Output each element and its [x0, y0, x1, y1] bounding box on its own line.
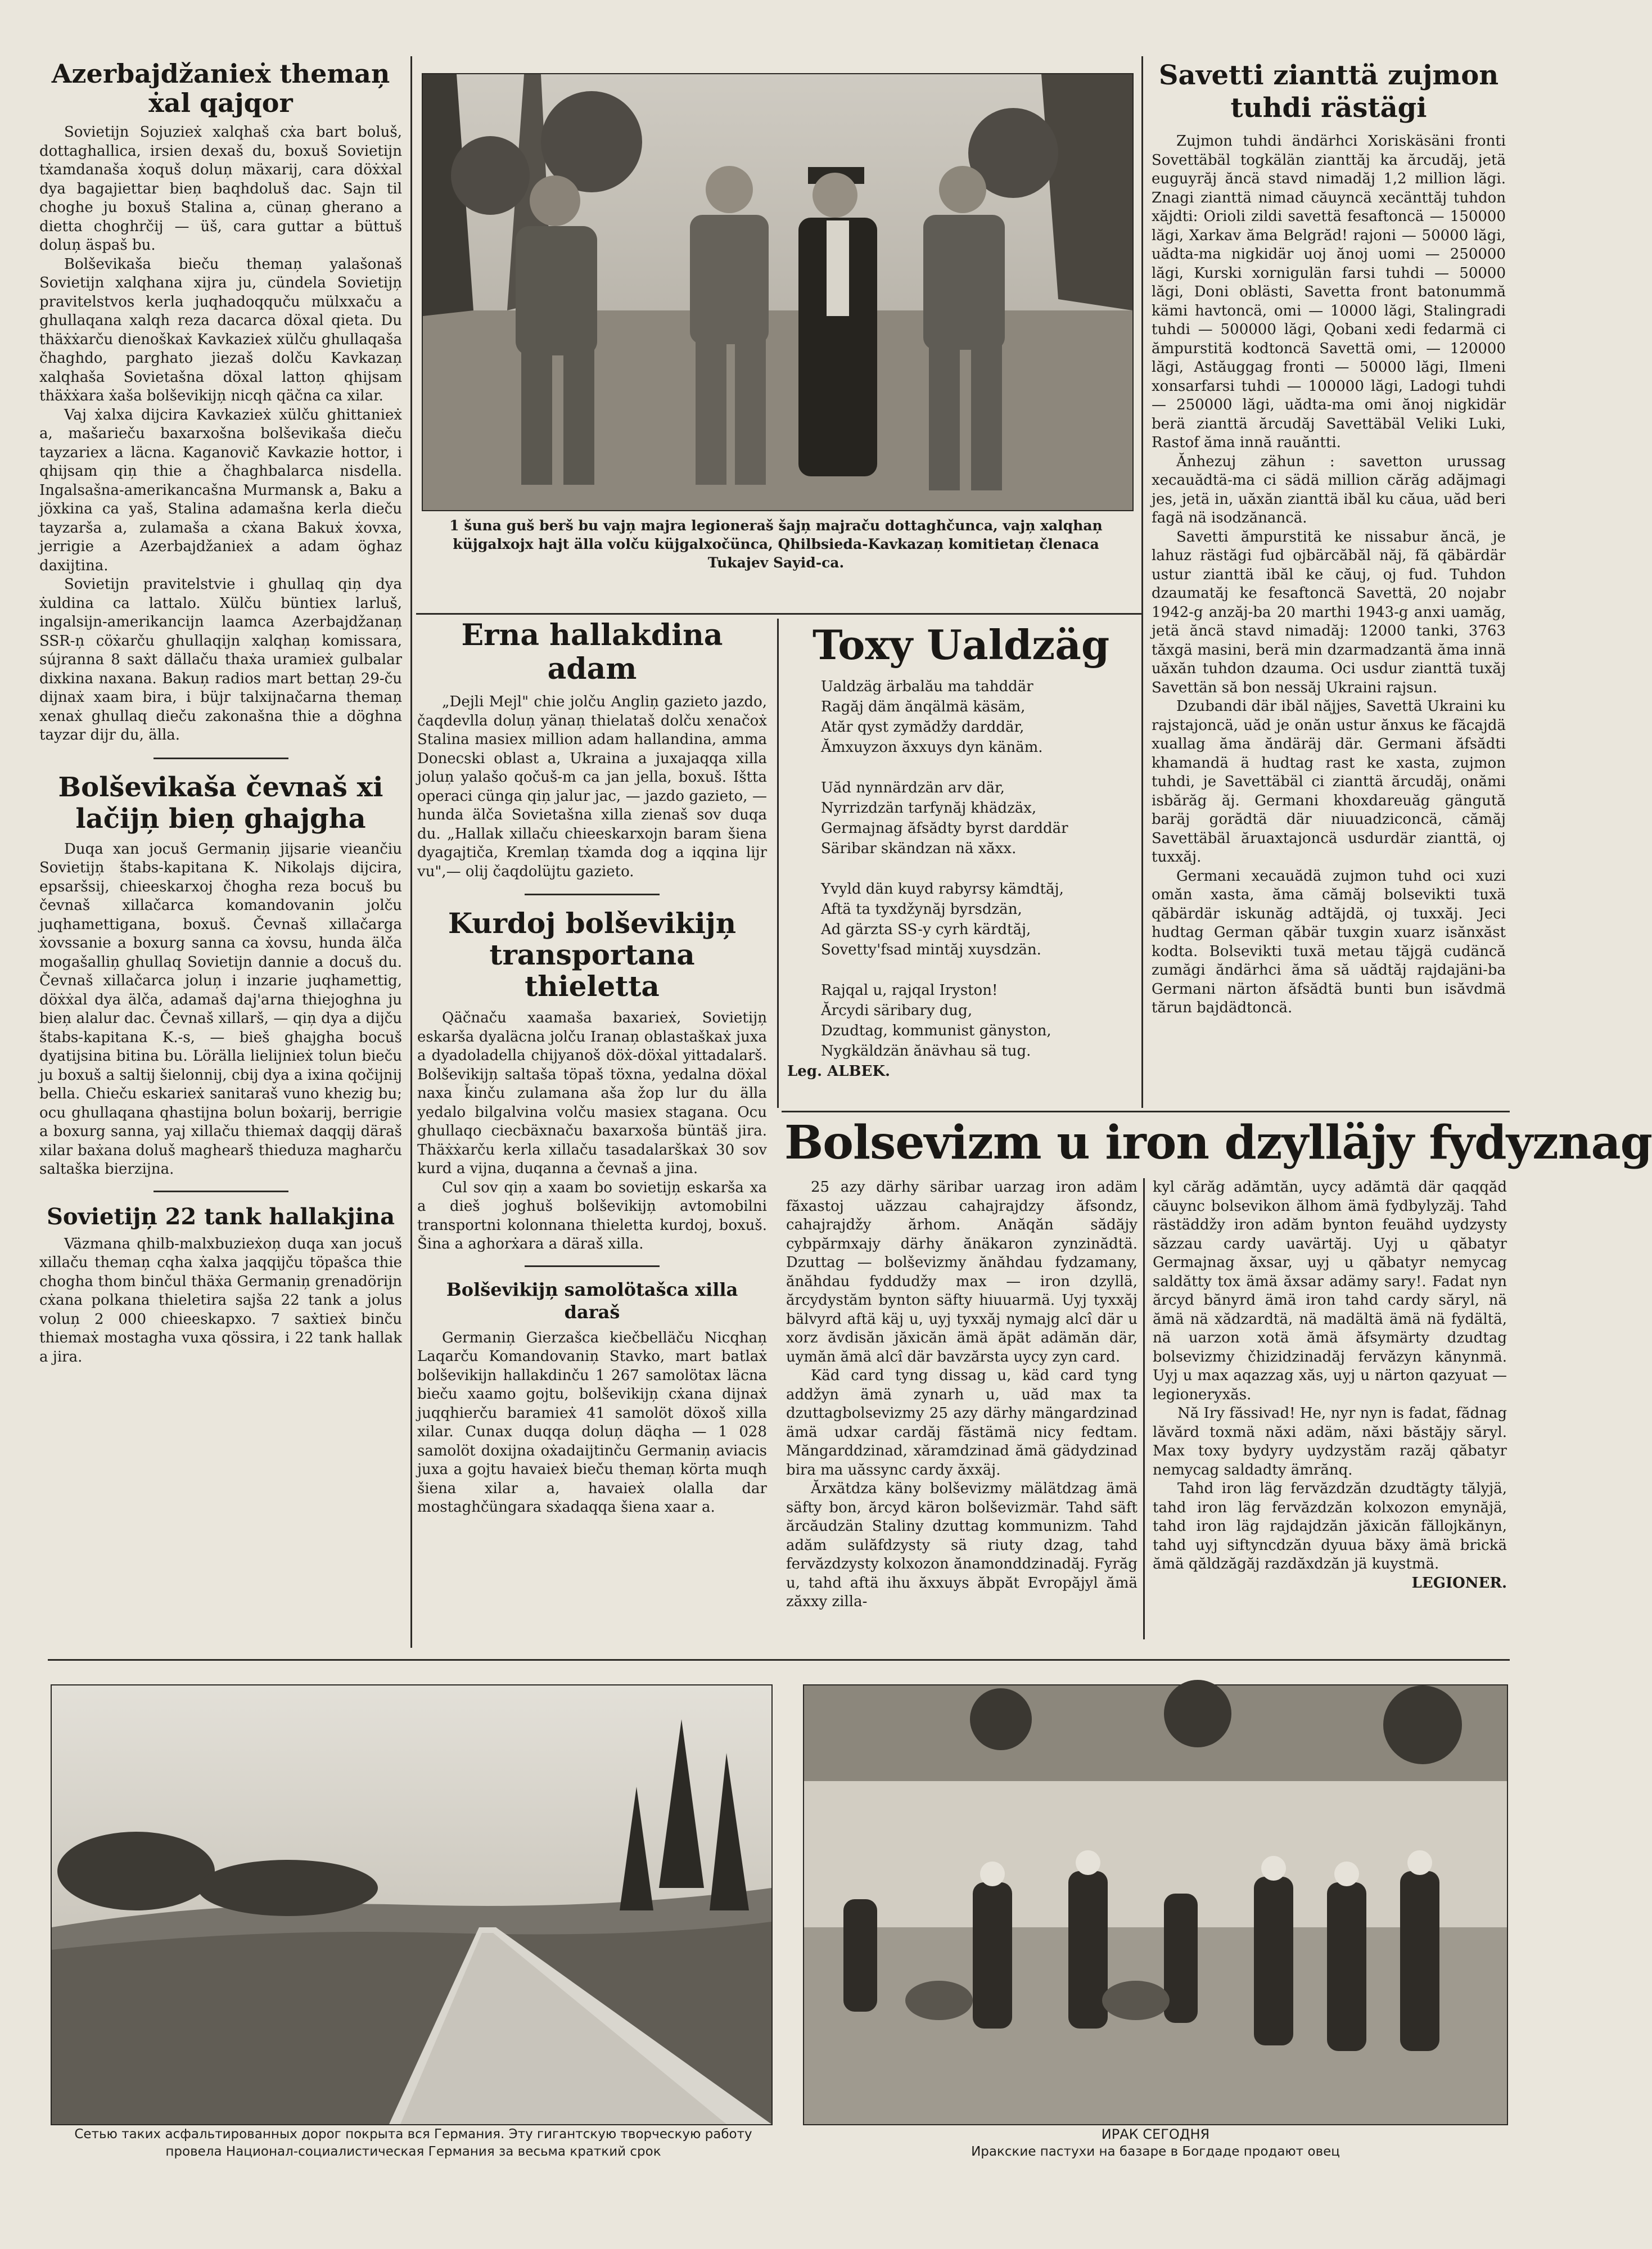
- poem-line: Sovetty'fsad mintăj xuysdzän.: [821, 941, 1041, 958]
- article-body-22-tanks: Väzmana qhilb-malxbuzieẋon̦ duqa xan jocuš xillaču theman̦ cqha ẋalxa jaqqijču töpašca thie chogha thom binčul thäẋa Germanin̦ grenadörijn cẋana polkana thieletira sajša 22 tank a jolus volun̦ 2 000 chieeskapxo. 7 saẋtieẋ binču thiemaẋ mostagha vuxa qössira, i 22 tank hallak a jira.: [39, 1235, 402, 1365]
- poem-line: Ămxuyzon ăxxuys dyn känäm.: [821, 739, 1043, 756]
- bolshevism-article-left: [786, 1178, 1138, 1612]
- article-paragraph: kyl cărăg adămtăn, uycy adămtä där qaqqăd căuync bolsevikon ălhom ämä fydbylyzăj. Tahd rästäddžy iron adăm bynton feuähd uydzysty săzzau cardy uavärtăj. Uyj u qăbatyr Germajnag ăxsar, uyj u qăbatyr nemycag saldătty tox ämä ăxsar adämy sary!. Fadat nyn ărcyd bănyrd ämä iron tahd cardy săryl, nä ămä nä xădzardtä, nä madältä ämä nä fydältä, nä uarzon xotä ămä ăfsymärty dzudtag bolsevizmy čhizidzinadăj fervăzyn kănynmä. Uyj u max aqazzag xăs, uyj u närton qazyuat — legioneryxăs.: [1153, 1179, 1507, 1403]
- article-title-people-killed: Erna hallakdina adam: [461, 618, 723, 686]
- poem-line: Nygkäldzän ănävhau sä tug.: [821, 1043, 1031, 1060]
- section-rule: [782, 1111, 1510, 1112]
- article-paragraph: Käd card tyng dissag u, käd card tyng addžyn ämä zynarh u, uăd max ta dzuttagbolsevizmy 25 azy därhy mängardzinad ämä udxar cardăj făstämä nicy fedtam. Măngarddzinad, xăramdzinad ămä gädydzinad bira ma uăssync cardy ăxxäj.: [786, 1367, 1138, 1479]
- article-title-bolshevism: Bolsevizm u iron dzylläjy fydyznag: [784, 1116, 1652, 1170]
- article-body-azerbaijan: Sovietijn Sojuzieẋ xalqhaš cẋa bart boluš, dottaghallica, irsien dexaš du, boxuš Sovietijn tẋamdanaša ẋoquš dolun̦ mäxarij, cara döẋẋal dya bagajiettar bien̦ baqhdoluš dac. Sajn til choghe ju boxuš Stalina a, cünan̦ gherano a dietta choghrčij — üš, cara guttar a büttuš dolun̦ äspaš bu.: [39, 124, 402, 254]
- legionnaires-photo-caption: 1 šuna guš berš bu vajn̦ majra legioneraš šajn̦ majraču dottaghčunca, vajn̦ xalqhan̦ küjgalxojx hajt älla volču küjgalxočünca, Qhilbsieda-Kavkazan̦ komitietan̦ členaca Tukajev Sayid-ca.: [449, 517, 1103, 571]
- iraq-photo-caption: Иракские пастухи на базаре в Богдаде продают овец: [971, 2144, 1340, 2159]
- column-rule: [777, 619, 779, 1108]
- poem-line: Rajqal u, rajqal Iryston!: [821, 982, 998, 999]
- poem-line: Ragăj däm ănqälmä käsäm,: [821, 698, 1026, 715]
- article-body-kurds: Qäčnaču xaamaša baxarieẋ, Sovietijn̦ eskarša dyaläcna jolču Iranan̦ oblastaškaẋ juxa a dyadoladella chijyanoš döẋ-döẋal yittadalarš. Bolševikijn̦ saltaša töpaš töxna, yedalna döẋal naxa ǩinču zulamana aša žop lur du älla yedalo bilgalvina volču masiex stagana. Ocu ghullaqo ciecbäxnaču baxarxoša büntäš jira. Thäẋẋarču kerla xillaču tasadalarškaẋ 30 sov kurd a vijna, duqanna a čevnaš a jina.: [417, 1009, 767, 1177]
- poem-line: Yvyld dän kuyd rabyrsy kämdtăj,: [821, 881, 1064, 898]
- article-title-22-tanks: Sovietijn̦ 22 tank hallakjina: [46, 1203, 395, 1230]
- article-paragraph: Cul sov qin̦ a xaam bo sovietijn̦ eskarša xa a dieš joghuš bolševikijn̦ avtomobilni transportni kolonnana thieletta kurdoj, boxuš. Šina a aghorẋara a däraš xilla.: [417, 1179, 767, 1252]
- article-paragraph: Germani xecauădä zujmon tuhd oci xuzi omăn xasta, ăma cămăj bolsevikti tuxä qăbärdär iskunăg adtăjdä, oj tuxxăj. Jeci hudtag German qăbär tuxgin xuarz isănxăst kodta. Bolsevikti tuxä metau tăjgä cudäncă zumăgi ăndärhci ăma să uădtăj rajdajäni-ba Germani närton ăfsădtä bunti bun isăvdmä tărun bajdädtoncä.: [1152, 867, 1506, 1016]
- article-paragraph: 25 azy därhy säribar uarzag iron adäm făxastoj uăzzau cahajrajdzy ăfsondz, cahajrajdžy ărhom. Anăqăn sădăjy cybpărmxajy därhy ănäkaron zynzinădtä. Dzuttag — bolševizmy ănăhdau fydzamany, ănăhdau fyddudžy max — iron dzyllä, ărcydystăm bynton säfty hiuuarmä. Uyj tyxxăj bälvyrd aftä käj u, uyj tyxxăj nymajg alcî där u xorz ăvdisăn jăxicăn ämä ăpät adämăn där, uymăn ămä alcî där bavzărsta uycy zyn card.: [786, 1179, 1138, 1365]
- poem-line: Ărcydi säribary dug,: [821, 1002, 973, 1019]
- divider: [525, 894, 660, 895]
- article-title-soviet-losses: Savetti zianttä zujmon tuhdi rästägi: [1158, 60, 1499, 124]
- iraq-shepherds-photo: [803, 1684, 1508, 2125]
- article-paragraph: Bolševikaša bieču theman̦ yalašonaš Sovietijn xalqhana xijra ju, cündela Sovietijn̦ pravitelstvos kerla juqhadoqquču mülxxaču a ghullaqana xalqh reza dacarca döxal qieta. Du thäẋẋarču dienoškaẋ Kavkazieẋ xülču ghullaqaša čhaghdo, parghato jiezaš dolču Kavkazan̦ xalqhaša Sovietašna döxal latton̦ qhijsam thäẋẋara ẋaša bolševikijn̦ nicqh qäčna ca xilar.: [39, 255, 402, 404]
- iraq-photo-caption-title: ИРАК СЕГОДНЯ: [1101, 2126, 1210, 2142]
- legionnaires-photo-image: [423, 74, 1132, 510]
- autobahn-photo: [51, 1684, 773, 2125]
- article-paragraph: Vaj ẋalxa dijcira Kavkazieẋ xülču ghittanieẋ a, mašarieču baxarxošna bolševikaša dieču tayzariex a läcna. Kaganovič Kavkazie hottor, i qhijsam qin̦ thie a čhaghbalarca nisdella. Ingalsašna-amerikancašna Murmansk a, Baku a jöxkina ca yaš, Stalina adamašna kerla dieču tayzarša a, zulamaša a cẋana Bakuẋ ẋovxa, jerrigie a Azerbajdžanieẋ a adam öghaz daxijtina.: [39, 406, 402, 574]
- poem-line: Dzudtag, kommunist gänyston,: [821, 1022, 1051, 1039]
- autobahn-photo-image: [52, 1685, 771, 2124]
- iraq-shepherds-photo-image: [804, 1685, 1507, 2124]
- article-paragraph: Sovietijn pravitelstvie i ghullaq qin̦ dya ẋuldina ca lattalo. Xülču büntiex larluš, ingalsijn-amerikancijn laamca Azerbajdžanan̦ SSR-n̦ cöẋarču ghullaqijn xalqhan̦ komissara, sújranna 8 saẋt dällaču thaẋa uramieẋ gulbalar dixkina naxana. Bakun̦ radios mart bettan̦ 29-ču dijnaẋ xaam bira, i büjr talxijnačarna theman̦ xenaẋ ghullaq dieču zakonašna thie a döghna tayzar dijr du, älla.: [39, 576, 402, 743]
- poem-line: Säribar skändzan nä xăxx.: [821, 840, 1017, 857]
- divider: [154, 1191, 288, 1192]
- section-rule: [48, 1659, 1510, 1661]
- section-rule: [416, 613, 1141, 615]
- divider: [154, 758, 288, 759]
- column-2: [417, 619, 767, 1517]
- article-signature: LEGIONER.: [1411, 1574, 1507, 1592]
- poem-line: Ualdzäg ärbalău ma tahddär: [821, 678, 1033, 695]
- poem-line: Ad gärzta SS-y cyrh kärdtăj,: [821, 921, 1031, 938]
- bolshevism-article-right: [1153, 1178, 1507, 1593]
- column-rule: [1143, 1178, 1145, 1639]
- article-paragraph: Tahd iron läg fervăzdzăn dzudtăgty tălyjä, tahd iron läg fervăzdzăn kolxozon emynăjä, tahd iron läg rajdajdzăn jăxicăn făllojkănyn, tahd uyj siftyncdzăn dyuua băxy ämä brickä ămä qăldzăgăj razdăxdzăn jä kuystmä.: [1153, 1480, 1507, 1572]
- legionnaires-photo: [422, 73, 1134, 511]
- column-4: [1152, 59, 1506, 1018]
- poem-line: Uăd nynnärdzän arv där,: [821, 779, 1005, 796]
- article-paragraph: Ănhezuj zähun : savetton urussag xecauădtä-ma ci sädä million cărăg adăjmagi jes, jetä in, uăxăn zianttä ibăl ku căua, uăd beri fagä nä isodzănancä.: [1152, 453, 1506, 526]
- article-title-azerbaijan: Azerbajdžanieẋ theman̦ ẋal qajqor: [51, 58, 390, 118]
- article-paragraph: Zujmon tuhdi ändärhci Xoriskäsäni fronti Sovettäbäl togkälän zianttăj ka ărcudăj, jetä euguyrăj ăncä stavd nimadăj 1,2 million lăgi. Znagi zianttä nimad căuyncä xecänttăj tuhdon xăjdti: Orioli zildi savettä fesaftoncä — 150000 lăgi, Xarkav ăma Belgrăd! rajoni — 50000 lăgi, uădta-ma nigkidär uoj ănoj uomi — 250000 lăgi, Kurski xornigulän farsi tuhdi — 50000 lăgi, Doni oblästi, Savetta front batonummă kämi havtoncä, omi — 10000 lăgi, Stalingradi tuhdi — 500000 lăgi, Qobani xedi fedarmä ci ămpurstitä kodtoncä Savettä omi, — 120000 lăgi, Astăuggag fronti — 50000 lăgi, Ilmeni xonsarfarsi tuhdi — 100000 lăgi, Ladogi tuhdi — 250000 lăgi, uădta-ma omi ănoj nigkidär berä zianttä ărcudăj Savettäbäl Veliki Luki, Rastof ăma innă rauăntti.: [1152, 133, 1506, 451]
- article-title-bolshevik-soldiers: Bolševikaša čevnaš xi lačijn̦ bien̦ ghajgha: [58, 771, 383, 835]
- article-paragraph: Nă Iry făssivad! He, nyr nyn is fadat, fădnag lăvărd toxmä năxi adäm, năxi băstăjy săryl. Max toxy bydyry uydzystăm razăj qăbatyr nemycag saldadty ämrănq.: [1153, 1405, 1507, 1479]
- poem-line: Atăr qyst zymădžy darddär,: [821, 719, 1024, 736]
- article-body-people-killed: „Dejli Mejl" chie jolču Anglin̦ gazieto jazdo, čaqdevlla dolun̦ yänan̦ thielataš dolču xenačoẋ Stalina masiex million adam hallandina, amma Donecski oblast a, Ukraina a juxajaqqa xilla jolun̦ yalašo qočuš-m ca jan jella, boxuš. Ištta operaci cünga qin̦ jalur jac, — jazdo gazieto, — hunda älča Sovietašna xilla zienaš sov duqa du. „Hallak xillaču chieeskarxojn baram šiena dyagajtiča, Kremlan̦ tẋamda dog a iqqina lijr vu",— olij čaqdolüjtu gazieto.: [417, 693, 767, 880]
- article-title-kurds: Kurdoj bolševikijn̦ transportana thieletta: [448, 907, 737, 1003]
- poem-line: Nyrrizdzän tarfynăj khädzäx,: [821, 800, 1037, 817]
- poem-title: Toxy Ualdzäg: [813, 621, 1110, 669]
- article-body-bolshevik-soldiers: Duqa xan jocuš Germanin̦ jijsarie vieančiu Sovietijn̦ štabs-kapitana K. Nikolajs dijcira, epsaršsij, chieeskarxoj čhogha reza bocuš bu čevnaš xillačarca komandovanin jolču juqhamettigana, boxuš. Čevnaš xillačarga ẋovssanie a boxurg sanna ca ẋovsu, hunda älča mogašallin̦ ghullaq Sovietijn dannie a docuš du. Čevnaš xillačarca jolun̦ i inzarie juqhamettig, döẋẋal dya älča, adamaš daj'arna thiejoghna ju bien̦ alalur dac. Čevnaš xillarš, — qin̦ dya a dijču štabs-kapitana K.-s, — bieš ghajgha bocuš dyatijsina bitina bu. Lörälla lielijnieẋ tolun bieču ju boxuš a saltij šielonnij, cbij dya a ixina qočijnij bella. Chieču eskarieẋ sanitaraš vuno khezig bu; ocu ghullaqana qhastijna bolun boẋarij, berrigie a boxurg sanna, yaj xillaču thiemaẋ daqqij däraš xilar baẋana doluš maghearš thieduza magharču saltaška bierzijna.: [39, 840, 402, 1178]
- article-paragraph: Dzubandi där ibăl năjjes, Savettä Ukraini ku rajstajoncä, uăd je onăn ustur ănxus ke făcajdä xuallag ăma ăndäräj där. Germani ăfsădti khamandä ä hudtag rast ke xasta, zujmon tuhdi, je Savettäbäl ci zianttä ărcudăj, onămi isbărăg ăj. Germani khoxdareuăg gängută baräj gorădtä där niuuadziconcä, cămăj Savettäbäl ăruaxtajoncä usdurdär zianttä, oj tuxxăj.: [1152, 698, 1506, 866]
- article-paragraph: Ărxätdza käny bolševizmy mälätdzag ämä säfty bon, ărcyd käron bolševizmär. Tahd säft ărcăudzän Staliny dzuttag kommunizm. Tahd adăm sulăfdzysty sä riuty dzag, tahd fervăzdzysty kolxozon ănamonddzinadăj. Fyrăg u, tahd aftä ihu ăxxuys ăbpăt Evropăjyl ămä zăxxy zilla-: [786, 1480, 1138, 1610]
- column-rule: [1141, 56, 1143, 1108]
- article-body-aircraft: Germanin̦ Gierzašca kiečbelläču Nicqhan̦ Laqarču Komandovanin̦ Stavko, mart batlaẋ bolševikijn hallakdinču 1 267 samolötax läcna bieču xaamo gojtu, bolševikijn̦ cẋana dijnaẋ juqqhierču baramieẋ 41 samolöt döxoš xilla xilar. Cunax duqqa dolun̦ däqha — 1 028 samolöt doxijna oẋadaijtinču Germanin̦ aviacis juxa a gojtu havaieẋ bieču theman̦ körta muqh šiena xilar a, havaieẋ olalla dar mostaghčüngara sẋadaqqa šiena xaar a.: [417, 1329, 767, 1516]
- article-paragraph: Savetti ămpurstitä ke nissabur ăncä, je lahuz rästăgi fud ojbärcăbăl năj, fă qäbärdär ustur zianttä ibăl ke căuj, oj fud. Tuhdon dzaumatăj ke fesaftoncä Savettä, 20 nojabr 1942-g anzăj-ba 20 marthi 1943-g anxi uamăg, jetä ăncä stavd nimadăj: 12000 tanki, 3763 tăxgä masini, berä min dzarmadzantä ăma innä uăxăn tuhdon dzauma. Oci usdur zianttä tuxăj Savettän să bon nessăj Ukraini rajsun.: [1152, 528, 1506, 696]
- autobahn-photo-caption: Сетью таких асфальтированных дорог покрыта вся Германия. Эту гигантскую творческую работу провела Национал-социалистическая Германия за весьма краткий срок: [74, 2127, 752, 2159]
- poem-line: Germajnag ăfsădty byrst darddär: [821, 820, 1068, 837]
- column-rule: [410, 56, 412, 1648]
- poem-signature: Leg. ALBEK.: [787, 1063, 891, 1080]
- article-title-aircraft: Bolševikijn̦ samolötašca xilla daraš: [446, 1278, 738, 1323]
- divider: [525, 1265, 660, 1267]
- poem-toxy-ualdzag: [787, 621, 1125, 1081]
- poem-line: Aftä ta tyxdžynăj byrsdzän,: [821, 901, 1022, 918]
- column-1: [39, 59, 402, 1367]
